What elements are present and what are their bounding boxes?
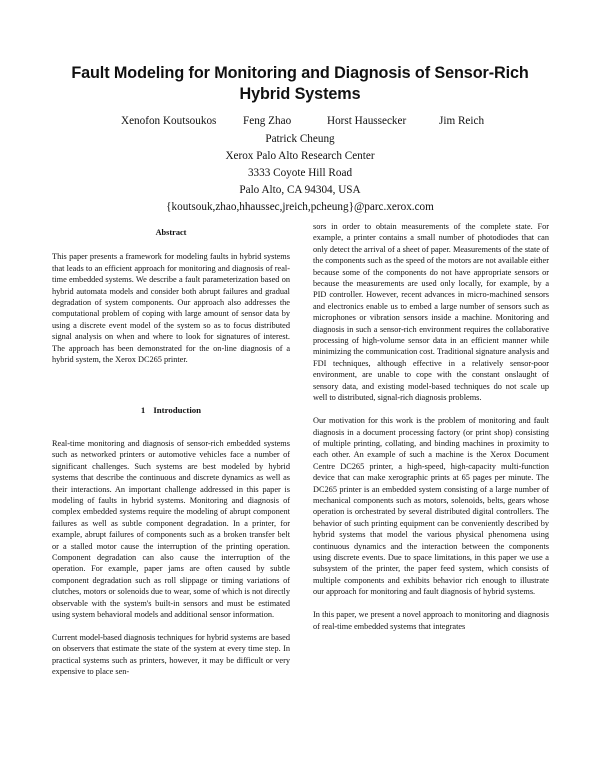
- author-name: Horst Haussecker: [327, 115, 407, 127]
- email-addresses: {koutsouk,zhao,hhaussec,jreich,pcheung}@parc.xerox.com: [166, 201, 434, 213]
- section-number: 1: [140, 405, 146, 416]
- body-paragraph: In this paper, we present a novel approach to monitoring and diagnosis of real-time embedded systems that integrates: [313, 610, 549, 631]
- author-name: Feng Zhao: [243, 115, 292, 127]
- body-paragraph: sors in order to obtain measurements of the complete state. For example, a printer contains a small number of photodiodes that can only detect the arrival of a sheet of paper. Measurements of the state of the components such as the speed of the motors are not available either because some of the components do not have appropriate sensors or because the measurements are used only locally, for example, by a PID controller. However, recent advances in micro-machined sensors and electronics enable us to embed a large number of sensors such as microphones or vibration sensors inside a machine. Monitoring and diagnosis in such a sensor-rich environment requires the collaborative processing of high-volume sensor data in an efficient manner while minimizing the communication cost. Traditional signature analysis and FDI techniques, although effective in a relatively sensor-poor environment, are unable to cope with the constant onslaught of sensory data, and existing model-based techniques do not scale up well to distributed, signal-rich diagnosis problems.: [313, 222, 549, 403]
- section-title: Introduction: [153, 405, 202, 416]
- title-line-1: Fault Modeling for Monitoring and Diagnosis of Sensor-Rich: [71, 64, 529, 82]
- body-paragraph: Current model-based diagnosis techniques for hybrid systems are based on observers that estimate the state of the system at every time step. In practical systems such as printers, however, it may be difficult or very expensive to place sen-: [52, 632, 290, 677]
- city-address: Palo Alto, CA 94304, USA: [239, 184, 361, 196]
- title-line-2: Hybrid Systems: [239, 85, 361, 103]
- paper-title: [70, 63, 530, 105]
- abstract-heading: Abstract: [155, 228, 187, 237]
- abstract-text: This paper presents a framework for modeling faults in hybrid systems that leads to an efficient approach for monitoring and diagnosis of real-time embedded systems. We describe a fault parameterization based on hybrid automata models and consider both abrupt failures and gradual degradation of system components. Our approach also addresses the computational problem of coping with large amount of sensor data by using a discrete event model of the system so as to focus distributed signal analysis on when and where to look for signatures of interest. The approach has been demonstrated for the on-line diagnosis of a hybrid system, the Xerox DC265 printer.: [52, 252, 290, 365]
- author-name: Xenofon Koutsoukos: [121, 115, 217, 127]
- body-paragraph: Real-time monitoring and diagnosis of sensor-rich embedded systems such as networked printers or automotive vehicles face a number of significant challenges. Such systems are best modeled by hybrid systems that describe the continuous and discrete dynamics as well as their interactions. An important challenge addressed in this paper is modeling of faults in hybrid systems. Monitoring and diagnosis of complex embedded systems require the modeling of abrupt component failures as well as subtle component degradation. In a printer, for example, abrupt failures of components such as a broken transfer belt or a stalled motor cause the interruption of the printing operation. Component degradation can also cause the interruption of the operation. For example, paper jams are often caused by subtle component degradation such as roll slippage or timing variations of clutches, motors or solenoids due to wear, some of which is not directly observable with the system's built-in sensors and must be estimated using system behavioral models and additional sensor information.: [52, 438, 290, 619]
- institution: Xerox Palo Alto Research Center: [225, 150, 375, 162]
- left-column: [52, 227, 290, 689]
- author-name-extra: Patrick Cheung: [265, 133, 335, 145]
- right-column: [313, 221, 549, 644]
- section-heading-introduction: [52, 405, 290, 416]
- street-address: 3333 Coyote Hill Road: [247, 167, 353, 179]
- author-list: [0, 115, 600, 131]
- author-name: Jim Reich: [439, 115, 485, 127]
- affiliation-block: [0, 131, 600, 216]
- body-paragraph: Our motivation for this work is the problem of monitoring and fault diagnosis in a document processing factory (or print shop) consisting of multiple printing, collating, and binding machines in proximity to each other. An example of such a machine is the Xerox Document Centre DC265 printer, a high-speed, high-capacity multi-function device that can make xerographic prints at 65 pages per minute. The DC265 printer is an embedded system consisting of a large number of mechanical components such as motors, solenoids, belts, gears whose operation is orchestrated by several distributed digital controllers. The behavior of such printing equipment can be conveniently described by hybrid systems that model the various physical phenomena using continuous dynamics and the interaction between the components using discrete events. Due to space limitations, in this paper we use a subsystem of the printer, the paper feed system, which consists of multiple components and exhibits behavior rich enough to illustrate our approach for monitoring and fault diagnosis of hybrid systems.: [313, 416, 549, 597]
